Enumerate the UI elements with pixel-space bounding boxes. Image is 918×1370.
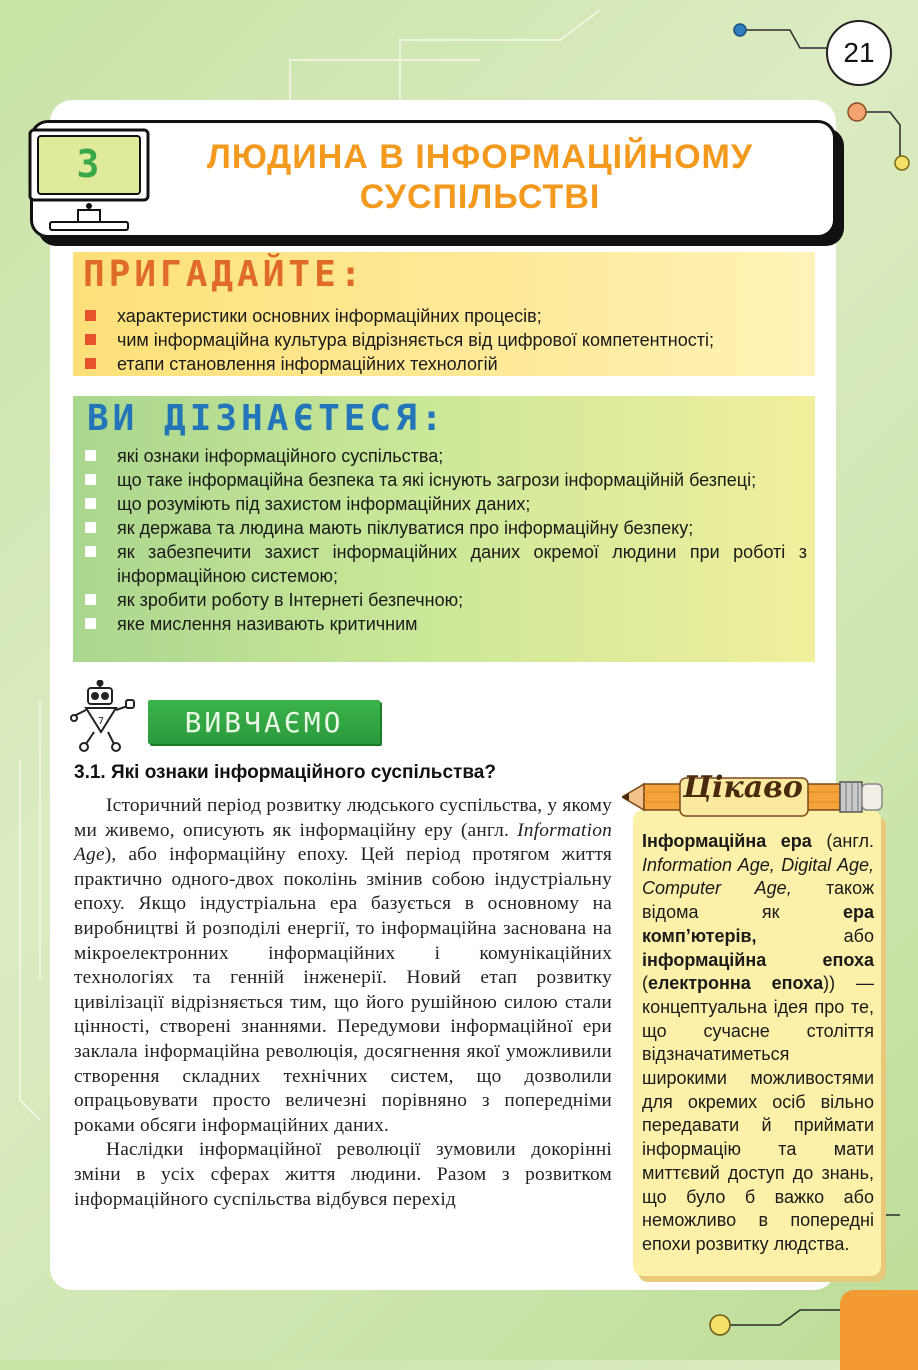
bullet-square-icon (85, 618, 96, 629)
list-item: як держава та людина мають піклуватися про інформаційну безпеку; (85, 516, 807, 540)
bullet-square-icon (85, 498, 96, 509)
section-body (74, 794, 612, 1212)
chapter-title (155, 137, 805, 217)
svg-text:7: 7 (98, 716, 105, 727)
interesting-text: Інформаційна ера (англ. Information Age, Digital Age, Computer Age, також відома як ера комп’ютерів, або інформаційна епоха (електронна епоха)) — концептуальна ідея про те, що сучасне століття відзначатиметься широкими можливостями для окремих осіб вільно передавати й приймати інформацію та мати миттєвий доступ до знань, що було б важко або неможливо в попередні епохи розвитку людства. (642, 831, 875, 1254)
chapter-title-line1: ЛЮДИНА В ІНФОРМАЦІЙНОМУ (206, 138, 754, 176)
list-item: як зробити роботу в Інтернеті безпечною; (85, 588, 807, 612)
list-item: які ознаки інформаційного суспільства; (85, 444, 807, 468)
bullet-square-icon (85, 546, 96, 557)
list-item: як забезпечити захист інформаційних даних окремої людини при роботі з інформаційною системою; (85, 540, 807, 588)
remember-list (85, 304, 807, 376)
bullet-square-icon (85, 334, 96, 345)
bullet-square-icon (85, 522, 96, 533)
chapter-title-line2: СУСПІЛЬСТВІ (359, 178, 601, 216)
list-item: характеристики основних інформаційних процесів; (85, 304, 807, 328)
bullet-square-icon (85, 358, 96, 369)
study-banner: ВИВЧАЄМО (148, 700, 380, 744)
page-number: 21 (826, 20, 892, 86)
list-item: що таке інформаційна безпека та які існують загрози інформаційній безпеці; (85, 468, 807, 492)
paragraph: Наслідки інформаційної революції зумовили докорінні зміни в усіх сферах життя людини. Разом з розвитком інформаційного суспільства відбувся перехід (74, 1139, 612, 1210)
bullet-square-icon (85, 594, 96, 605)
list-item: етапи становлення інформаційних технологій (85, 352, 807, 376)
learn-heading: ВИ ДІЗНАЄТЕСЯ: (87, 398, 447, 439)
learn-box (73, 396, 815, 662)
paragraph: Історичний період розвитку людського суспільства, у якому ми живемо, описують як інформаційну еру (англ. Information Age), або інформаційну епоху. Цей період протягом життя практично одного-двох поколінь змінив собою індустріальну епоху. Якщо індустріальна ера базується в основному на виробництві й розподілі енергії, то інформаційна заснована на мікроелектронних інформаційних і комунікаційних технологіях та генній інженерії. Новий етап розвитку цивілізації відрізняється тим, що його рушійною силою стали цінності, створені знаннями. Передумови інформаційної ери заклала інформаційна революція, досягнення якої уможливили створення складних технічних систем, що дозволили опрацьовувати просто величезні порівняно з попередніми роками обсяги інформаційних даних. (74, 795, 612, 1136)
learn-list (85, 444, 807, 636)
interesting-label: Цікаво (683, 770, 803, 805)
robot-icon (70, 680, 136, 752)
section-title: 3.1. Які ознаки інформаційного суспільства? (74, 762, 496, 783)
list-item: чим інформаційна культура відрізняється від цифрової компетентності; (85, 328, 807, 352)
list-item: яке мислення називають критичним (85, 612, 807, 636)
remember-heading: ПРИГАДАЙТЕ: (83, 254, 366, 295)
list-item: що розуміють під захистом інформаційних даних; (85, 492, 807, 516)
remember-box (73, 252, 815, 376)
bullet-square-icon (85, 450, 96, 461)
chapter-number: 3 (76, 142, 100, 186)
bullet-square-icon (85, 474, 96, 485)
bullet-square-icon (85, 310, 96, 321)
corner-tab (840, 1290, 918, 1370)
